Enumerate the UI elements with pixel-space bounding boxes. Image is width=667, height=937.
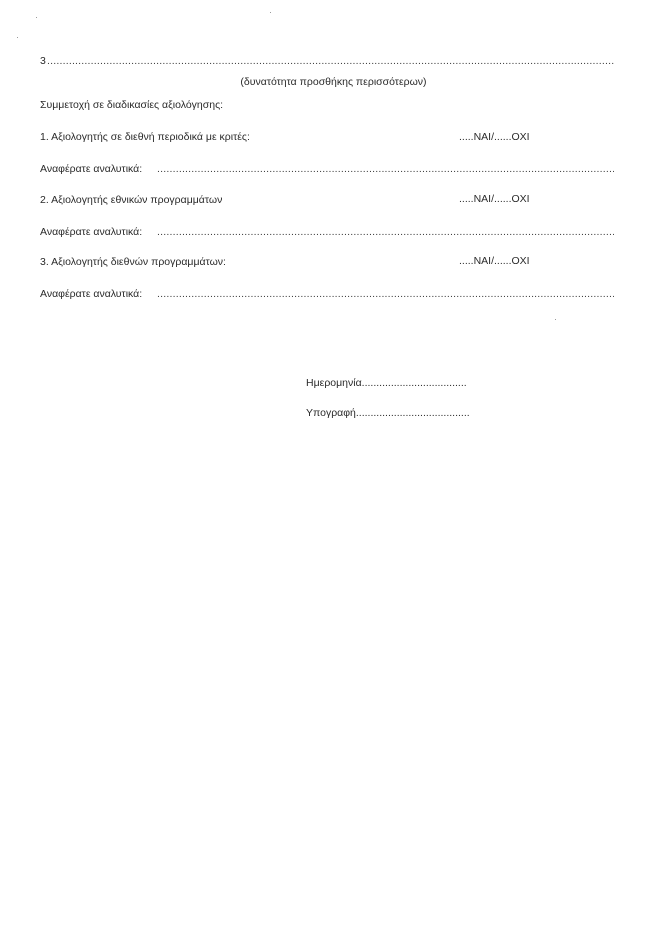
evaluator-item-2-label: 2. Αξιολογητής εθνικών προγραμμάτων — [40, 194, 223, 206]
details-1-label: Αναφέρατε αναλυτικά: — [40, 163, 143, 175]
add-more-note — [0, 76, 667, 89]
evaluator-item-3-label: 3. Αξιολογητής διεθνών προγραμμάτων: — [40, 256, 226, 268]
evaluator-item-2-yes-no: .....ΝΑΙ/......ΟΧΙ — [459, 193, 530, 205]
section-heading: Συμμετοχή σε διαδικασίες αξιολόγησης: — [40, 99, 224, 111]
details-3-dotted-line — [157, 288, 614, 301]
evaluator-item-3-yes-no: .....ΝΑΙ/......ΟΧΙ — [459, 255, 530, 267]
evaluator-item-1-yes-no: .....ΝΑΙ/......ΟΧΙ — [459, 131, 530, 143]
signature-field-label: Υπογραφή....................................... — [306, 407, 470, 419]
item-3-number: 3 — [40, 55, 46, 67]
details-1-dotted-line — [157, 163, 614, 176]
evaluator-item-1-label: 1. Αξιολογητής σε διεθνή περιοδικά με κριτές: — [40, 131, 250, 143]
add-more-note-text: (δυνατότητα προσθήκης περισσότερων) — [240, 76, 427, 88]
details-3-label: Αναφέρατε αναλυτικά: — [40, 288, 143, 300]
date-field-label: Ημερομηνία.................................... — [306, 377, 467, 389]
details-2-dotted-line — [157, 226, 614, 239]
item-3-dotted-line — [47, 55, 614, 68]
details-2-label: Αναφέρατε αναλυτικά: — [40, 226, 143, 238]
